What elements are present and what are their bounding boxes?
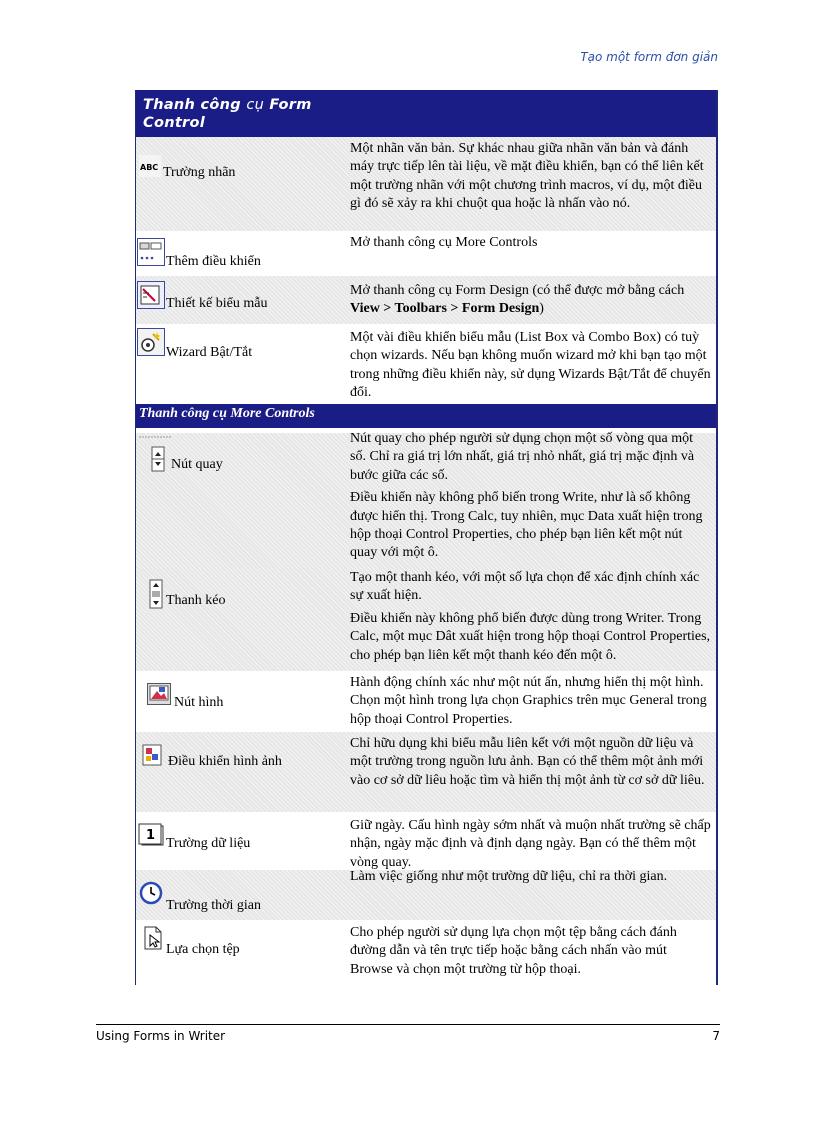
scrollbar-icon (149, 579, 163, 609)
table-row (136, 433, 716, 569)
section-title: Thanh công cụ Form Control (143, 97, 312, 131)
table-row (136, 870, 716, 920)
row-description: Một nhãn văn bản. Sự khác nhau giữa nhãn văn bản và đánh máy trực tiếp lên tài liệu, về mặt điều khiển, bạn có thể liên kết một trường nhãn với một chương trình macros, ví dụ, một điều gì đó sẽ xảy ra khi chuột qua hoặc là nhấn vào nó. (350, 141, 704, 212)
row-label: Lựa chọn tệp (166, 942, 240, 957)
table-row (136, 137, 716, 231)
row-label: Thanh kéo (166, 593, 226, 608)
section-title: Thanh công cụ More Controls (139, 406, 315, 421)
file-selection-icon (143, 925, 165, 951)
section-header-form-control (136, 90, 716, 137)
table-row (136, 324, 716, 400)
menu-path: View > Toolbars > Form Design (350, 301, 540, 317)
table-row (136, 671, 716, 732)
table-row (136, 276, 716, 324)
row-label: Trường thời gian (166, 898, 261, 913)
row-description: Hành động chính xác như một nút ấn, nhưng hiển thị một hình. Chọn một hình trong lựa chọn Graphics trên mục General trong hộp thoại Control Properties. (350, 675, 707, 727)
table-row (136, 812, 716, 870)
more-controls-icon (137, 238, 165, 266)
row-label: Nút hình (174, 695, 224, 710)
row-label: Thêm điều khiển (166, 254, 261, 269)
toolbar-table (135, 90, 718, 985)
table-row (136, 231, 716, 276)
row-description: Mở thanh công cụ More Controls (350, 235, 538, 250)
footer-rule (96, 1024, 720, 1025)
image-button-icon (147, 683, 171, 705)
row-description: Chỉ hữu dụng khi biểu mẫu liên kết với một nguồn dữ liệu và một trường trong nguồn lưu ảnh. Bạn có thể thêm một ảnh mới vào cơ sở dữ liêu hoặc tìm và hiển thị một ảnh từ cơ sở dữ liêu. (350, 736, 705, 788)
row-label: Trường dữ liệu (166, 836, 251, 851)
spin-button-icon (139, 435, 171, 475)
svg-text:ABC: ABC (140, 163, 159, 172)
row-label: Thiết kế biểu mẫu (166, 296, 268, 311)
time-field-icon (139, 881, 163, 905)
row-description: Nút quay cho phép người sử dụng chọn một số vòng qua một số. Chỉ ra giá trị lớn nhất, giá trị nhỏ nhất, giá trị mặc định và bước giữa các số. Điều khiển này không phổ biến trong Write, như là số không được hiển thị. Trong Calc, tuy nhiên, mục Data xuất hiện trong hộp thoại Control Properties, cho phép bạn liên kết một nút quay với một ô. (350, 431, 703, 561)
table-row (136, 732, 716, 812)
image-control-icon (142, 744, 162, 766)
footer-title: Using Forms in Writer (96, 1029, 226, 1043)
form-design-icon (137, 281, 165, 309)
page-number: 7 (712, 1029, 720, 1043)
row-description: Làm việc giống như một trường dữ liệu, chỉ ra thời gian. (350, 869, 668, 884)
row-label: Nút quay (171, 457, 223, 472)
row-label: Wizard Bật/Tắt (166, 345, 253, 360)
row-label: Điều khiển hình ảnh (168, 754, 282, 769)
table-row (136, 920, 716, 986)
label-field-icon (139, 155, 161, 177)
row-description: Tạo một thanh kéo, với một số lựa chọn để xác định chính xác sự xuất hiện. Điều khiển này không phổ biến được dùng trong Writer. Trong Calc, một mục Dât xuất hiện trong hộp thoại Control Properties, cho phép bạn liên kết một thanh kéo đến một ô. (350, 570, 711, 663)
table-row (136, 569, 716, 671)
date-field-icon (138, 822, 164, 846)
row-description: Mở thanh công cụ Form Design (có thể được mở bằng cách View > Toolbars > Form Design) (350, 283, 685, 317)
wizard-toggle-icon (137, 328, 165, 356)
row-label: Trường nhãn (163, 165, 236, 180)
row-description: Một vài điều khiển biểu mẫu (List Box và Combo Box) có tuỳ chọn wizards. Nếu bạn không muốn wizard mở khi bạn tạo một trong những điều khiển này, sử dụng Wizards Bật/Tắt để chuyển đổi. (350, 330, 711, 401)
row-description: Giữ ngày. Cấu hình ngày sớm nhất và muộn nhất trường sẽ chấp nhận, ngày mặc định và định dạng ngày. Bạn có thể thêm một vòng quay. (350, 818, 711, 870)
running-header: Tạo một form đơn giản (580, 50, 718, 64)
row-description: Cho phép người sử dụng lựa chọn một tệp bằng cách đánh đường dẫn và tên trực tiếp hoặc bằng cách nhấn vào mút Browse và chọn một trường từ hộp thoại. (350, 925, 677, 977)
section-header-more-controls (136, 404, 716, 428)
svg-text:1: 1 (146, 828, 156, 843)
